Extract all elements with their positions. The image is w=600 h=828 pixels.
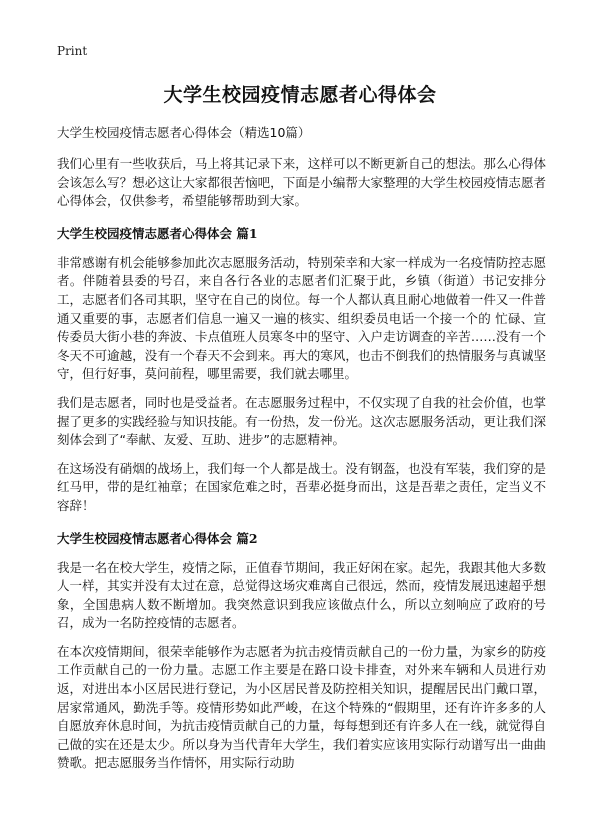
section-1-paragraph-3: 在这场没有硝烟的战场上，我们每一个人都是战士。没有钢盔，也没有军装，我们穿的是红马甲，带的是红袖章；在国家危难之时，吾辈必挺身而出，这是吾辈之责任，定当义不容辞！ xyxy=(57,460,546,513)
document-subtitle: 大学生校园疫情志愿者心得体会（精选10篇） xyxy=(57,125,311,140)
section-1-paragraph-1: 非常感谢有机会能够参加此次志愿服务活动，特别荣幸和大家一样成为一名疫情防控志愿者。伴随着县委的号召，来自各行各业的志愿者们汇聚于此，乡镇（街道）书记安排分工，志愿者们各司其职，坚守在自己的岗位。每一个人都认真且耐心地做着一件又一件普通又重要的事，志愿者们信息一遍又一遍的核实、组织委员电话一个接一个的 忙碌、宣传委员大街小巷的奔波、卡点值班人员寒冬中的坚守、入户走访调查的辛苦……没有一个冬天不可逾越，没有一个春天不会到来。再大的寒风，也击不倒我们的热情服务与真诚坚守，但行好事，莫问前程，哪里需要，我们就去哪里。 xyxy=(57,254,546,382)
section-heading-2: 大学生校园疫情志愿者心得体会 篇2 xyxy=(57,530,258,546)
section-2-paragraph-1: 我是一名在校大学生，疫情之际，正值春节期间，我正好闲在家。起先，我跟其他大多数人一样，其实并没有太过在意，总觉得这场灾难离自己很远，然而，疫情发展迅速超乎想象，全国患病人数不断增加。我突然意识到我应该做点什么，所以立刻响应了政府的号召，成为一名防控疫情的志愿者。 xyxy=(57,559,546,631)
intro-paragraph: 我们心里有一些收获后，马上将其记录下来，这样可以不断更新自己的想法。那么心得体会该怎么写？想必这让大家都很苦恼吧，下面是小编帮大家整理的大学生校园疫情志愿者心得体会，仅供参考，希望能够帮助到大家。 xyxy=(57,156,546,209)
section-1-paragraph-2: 我们是志愿者，同时也是受益者。在志愿服务过程中，不仅实现了自我的社会价值，也掌握了更多的实践经验与知识技能。有一份热，发一份光。这次志愿服务活动，更让我们深刻体会到了“奉献、友爱、互助、进步”的志愿精神。 xyxy=(57,394,546,448)
document-title: 大学生校园疫情志愿者心得体会 xyxy=(163,84,437,106)
section-2-paragraph-2: 在本次疫情期间，很荣幸能够作为志愿者为抗击疫情贡献自己的一份力量，为家乡的防疫工作贡献自己的一份力量。志愿工作主要是在路口设卡排查，对外来车辆和人员进行劝返，对进出本小区居民进行登记，为小区居民普及防控相关知识，提醒居民出门戴口罩，居家常通风，勤洗手等。疫情形势如此严峻，在这个特殊的“假期里，还有许许多多的人自愿放弃休息时间，为抗击疫情贡献自己的力量，每每想到还有许多人在一线，就觉得自己做的实在还是太少。所以身为当代青年大学生，我们着实应该用实际行动谱写出一曲曲赞歌。把志愿服务当作情怀，用实际行动助 xyxy=(57,643,546,771)
document-body xyxy=(57,124,546,783)
print-link[interactable]: Print xyxy=(57,44,88,58)
section-heading-1: 大学生校园疫情志愿者心得体会 篇1 xyxy=(57,225,258,241)
